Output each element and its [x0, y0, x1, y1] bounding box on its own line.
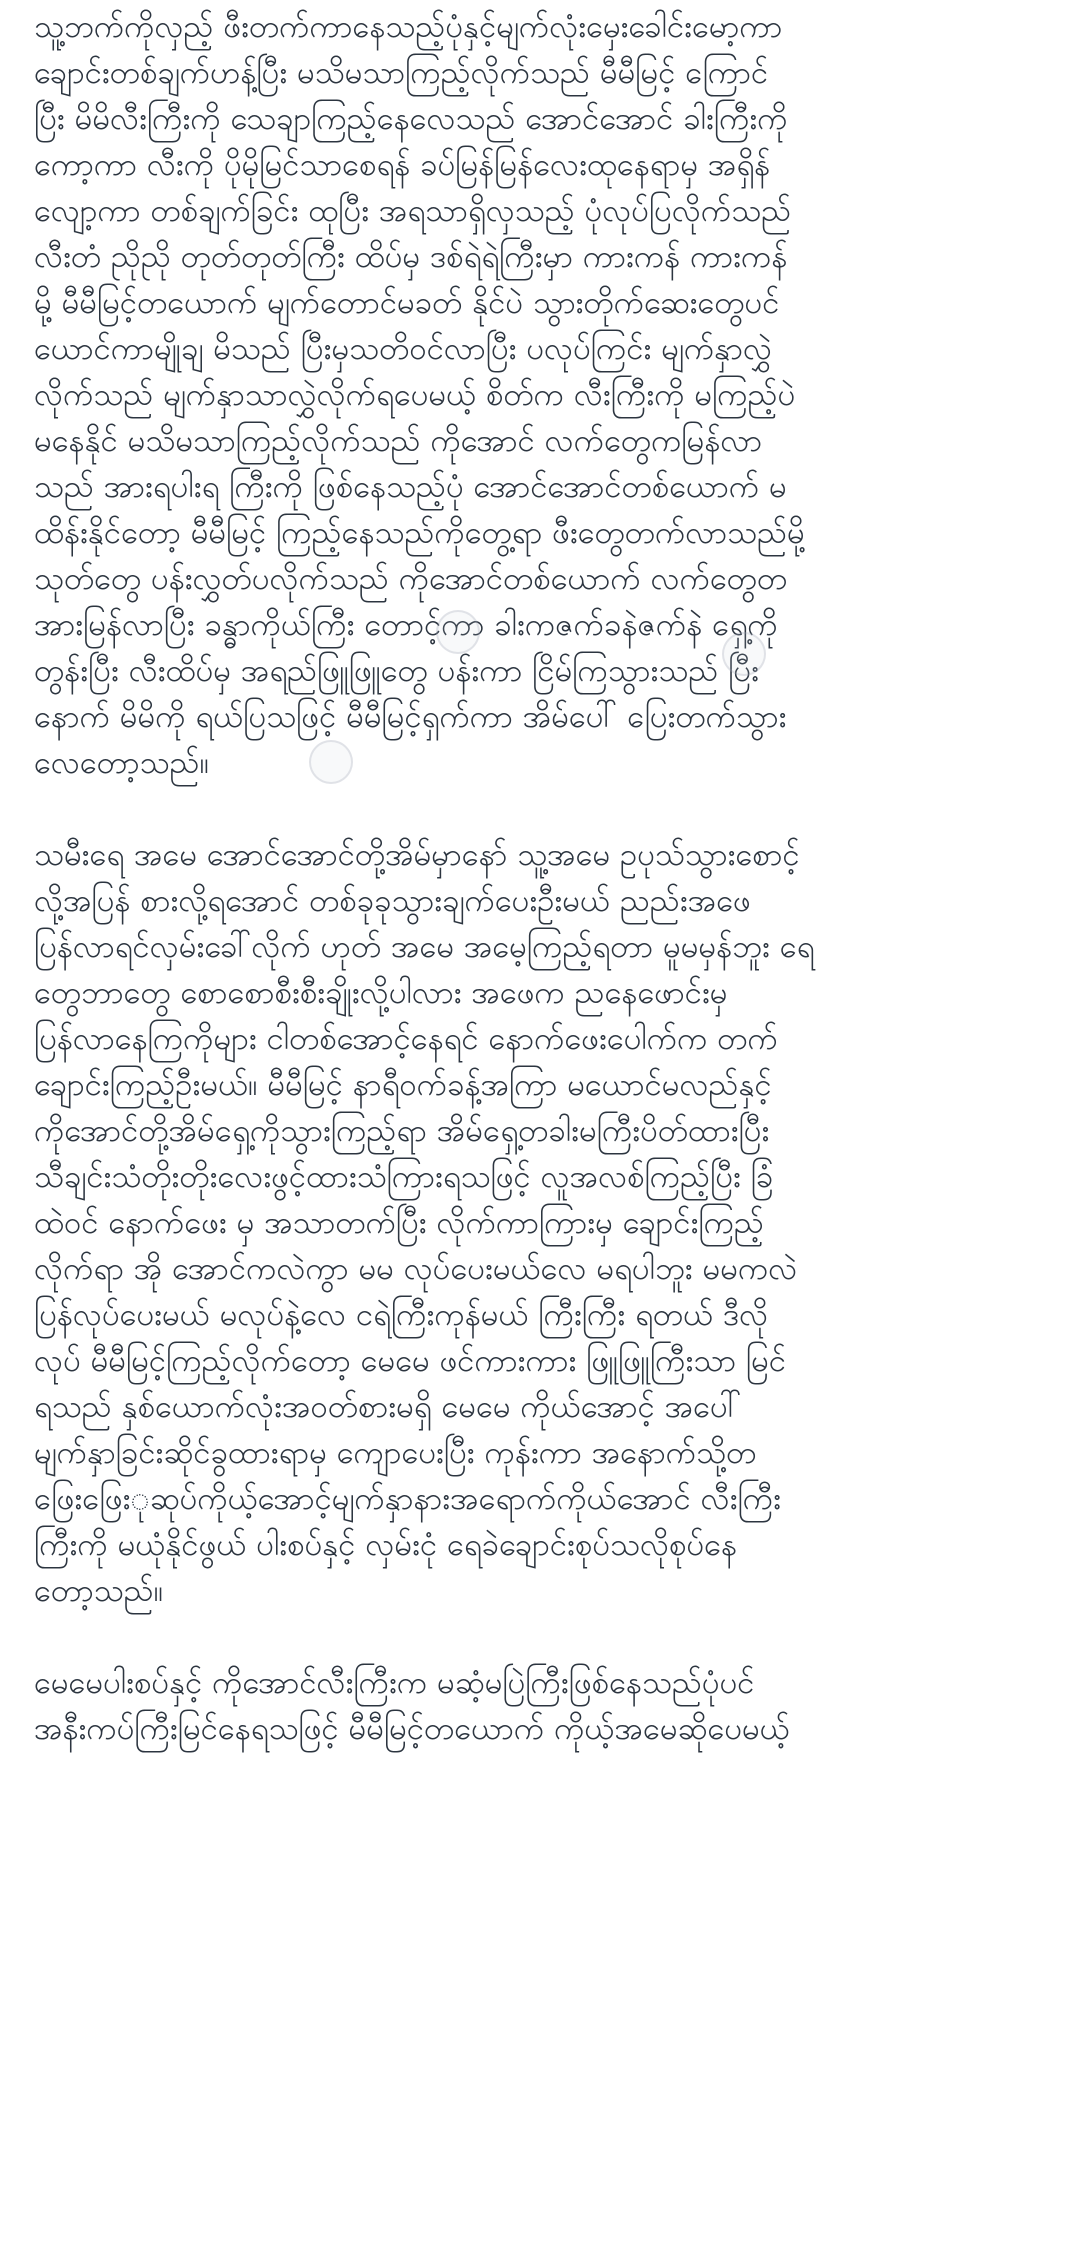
article-body [34, 0, 1046, 1752]
paragraph-1: သူ့ဘက်ကိုလှည့် ဖီးတက်ကာနေသည့်ပုံနှင့်မျက်လုံးမှေးခေါင်းမော့ကာ ချောင်းတစ်ချက်ဟန့်ပြီး မသိမသာကြည့်လိုက်သည် မီမီမြင့် ကြောင် ပြီး မိမိလီးကြီးကို သေချာကြည့်နေလေသည် အောင်အောင် ခါးကြီးကို ကော့ကာ လီးကို ပိုမိုမြင်သာစေရန် ခပ်မြန်မြန်လေးထုနေရာမှ အရှိန် လျော့ကာ တစ်ချက်ခြင်း ထုပြီး အရသာရှိလှသည့် ပုံလုပ်ပြလိုက်သည် လီးတံ ညိုညို တုတ်တုတ်ကြီး ထိပ်မှ ဒစ်ရဲရဲကြီးမှာ ကားကန် ကားကန် မို့ မီမီမြင့်တယောက် မျက်တောင်မခတ် နိုင်ပဲ သွားတိုက်ဆေးတွေပင် ယောင်ကာမျိုချ မိသည် ပြီးမှသတိဝင်လာပြီး ပလုပ်ကြင်း မျက်နှာလွှဲ လိုက်သည် မျက်နှာသာလွှဲလိုက်ရပေမယ့် စိတ်က လီးကြီးကို မကြည့်ပဲ မနေနိုင် မသိမသာကြည့်လိုက်သည် ကိုအောင် လက်တွေကမြန်လာ သည် အားရပါးရ ကြီးကို ဖြစ်နေသည့်ပုံ အောင်အောင်တစ်ယောက် မ ထိန်းနိုင်တော့ မီမီမြင့် ကြည့်နေသည်ကိုတွေ့ရာ ဖီးတွေတက်လာသည်မို့ သုတ်တွေ ပန်းလွှတ်ပလိုက်သည် ကိုအောင်တစ်ယောက် လက်တွေတ အားမြန်လာပြီး ခန္ဓာကိုယ်ကြီး တောင့်ကာ ခါးကဇက်ခနဲဇက်နဲ ရှေ့ကို တွန်းပြီး လီးထိပ်မှ အရည်ဖြူဖြူတွေ ပန်းကာ ငြိမ်ကြသွားသည် ပြီး နောက် မိမိကို ရယ်ပြသဖြင့် မီမီမြင့်ရှက်ကာ အိမ်ပေါ် ပြေးတက်သွား လေတော့သည်။ [34, 9, 805, 781]
paragraph-3: မေမေပါးစပ်နှင့် ကိုအောင်လီးကြီးက မဆံ့မပြဲကြီးဖြစ်နေသည်ပုံပင် အနီးကပ်ကြီးမြင်နေရသဖြင့် မီမီမြင့်တယောက် ကိုယ့်အမေဆိုပေမယ့် [34, 1665, 790, 1747]
touch-ripple [722, 632, 766, 676]
touch-ripple [309, 740, 353, 784]
paragraph-2: သမီးရေ အမေ အောင်အောင်တို့အိမ်မှာနော် သူ့အမေ ဥပုသ်သွားစောင့် လို့အပြန် စားလို့ရအောင် တစ်ခုခုသွားချက်ပေးဦးမယ် ညည်းအဖေ ပြန်လာရင်လှမ်းခေါ်လိုက် ဟုတ် အမေ အမေ့ကြည့်ရတာ မူမမှန်ဘူး ရေ တွေဘာတွေ စောစောစီးစီးချိုးလို့ပါလား အဖေက ညနေဖောင်းမှ ပြန်လာနေကြကိုများ ငါတစ်အောင့်နေရင် နောက်ဖေးပေါက်က တက် ချောင်းကြည့်ဦးမယ်။ မီမီမြင့် နာရီဝက်ခန့်အကြာ မယောင်မလည်နှင့် ကိုအောင်တို့အိမ်ရှေ့ကိုသွားကြည့်ရာ အိမ်ရှေ့တခါးမကြီးပိတ်ထားပြီး သီချင်းသံတိုးတိုးလေးဖွင့်ထားသံကြားရသဖြင့် လူအလစ်ကြည့်ပြီး ခြံ ထဲဝင် နောက်ဖေး မှ အသာတက်ပြီး လိုက်ကာကြားမှ ချောင်းကြည့် လိုက်ရာ အို အောင်ကလဲကွာ မမ လုပ်ပေးမယ်လေ မရပါဘူး မမကလဲ ပြန်လုပ်ပေးမယ် မလုပ်နဲ့လေ ငရဲကြီးကုန်မယ် ကြီးကြီး ရတယ် ဒီလို လုပ် မီမီမြင့်ကြည့်လိုက်တော့ မေမေ ဖင်ကားကား ဖြူဖြူကြီးသာ မြင် ရသည် နှစ်ယောက်လုံးအဝတ်စားမရှိ မေမေ ကိုယ်အောင့် အပေါ် မျက်နှာခြင်းဆိုင်ခွထားရာမှ ကျောပေးပြီး ကုန်းကာ အနောက်သို့တ ဖြေးဖြေးုဆုပ်ကိုယ့်အောင့်မျက်နှာနားအရောက်ကိုယ်အောင် လီးကြီး ကြီးကို မယုံနိုင်ဖွယ် ပါးစပ်နှင့် လှမ်းငုံ ရေခဲချောင်းစုပ်သလိုစုပ်နေ တော့သည်။ [34, 837, 815, 1609]
touch-ripple [436, 610, 480, 654]
